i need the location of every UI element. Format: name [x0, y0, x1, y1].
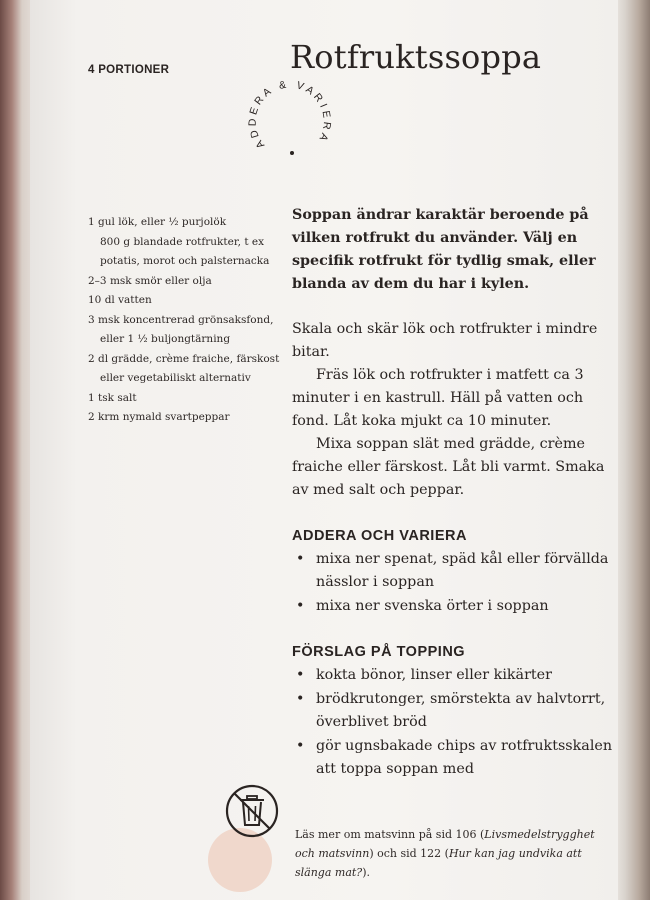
list-item: • mixa ner spenat, späd kål eller förvällda nässlor i soppan: [292, 548, 622, 594]
section-title-topping: FÖRSLAG PÅ TOPPING: [292, 644, 466, 660]
footer-ref-link[interactable]: Livsmedelstrygghet och matsvinn: [295, 828, 595, 860]
method-steps: [292, 318, 622, 502]
footer-text: Läs mer om matsvinn på sid 106 (: [295, 828, 485, 841]
list-item: • brödkrutonger, smörstekta av halvtorrt, överblivet bröd: [292, 688, 622, 734]
svg-text:ADDERA & VARIERA: [247, 78, 333, 150]
ingredient-item: 3 msk koncentrerad grönsaksfond,: [88, 313, 274, 326]
ingredient-item: 10 dl vatten: [88, 294, 152, 306]
addera-variera-stamp: [235, 60, 345, 170]
instructions-column: [292, 204, 622, 782]
recipe-page: [30, 0, 618, 900]
footer-text: ) och sid 122 (: [369, 847, 449, 860]
topping-list: [292, 664, 622, 781]
footer-note: [295, 825, 605, 882]
ingredient-item: 1 tsk salt: [88, 391, 137, 404]
ingredient-item: 2–3 msk smör eller olja: [88, 274, 212, 287]
recipe-intro: Soppan ändrar karaktär beroende på vilken rotfrukt du använder. Välj en specifik rotfrukt för tydlig smak, eller blanda av dem du har i kylen.: [292, 207, 596, 292]
ingredient-item: eller 1 ½ buljongtärning: [100, 333, 231, 345]
addera-list: [292, 548, 622, 618]
recipe-title: Rotfruktssoppa: [290, 38, 542, 76]
list-item: • mixa ner svenska örter i soppan: [292, 595, 622, 618]
ingredient-list: [88, 213, 288, 428]
stamp-text: ADDERA & VARIERA: [246, 78, 334, 151]
no-waste-bin-icon: [223, 782, 281, 840]
method-step: Skala och skär lök och rotfrukter i mindre bitar.: [292, 321, 598, 360]
section-title-addera: ADDERA OCH VARIERA: [292, 528, 467, 544]
ingredient-item: 2 krm nymald svartpeppar: [88, 411, 230, 423]
footer-text: ).: [362, 866, 371, 879]
ingredient-item: potatis, morot och palsternacka: [100, 255, 270, 267]
list-item: • gör ugnsbakade chips av rotfruktsskalen att toppa soppan med: [292, 735, 622, 781]
footer-ref-link[interactable]: Hur kan jag undvika att slänga mat?: [295, 847, 582, 879]
ingredient-item: 1 gul lök, eller ½ purjolök: [88, 216, 227, 228]
list-item: • kokta bönor, linser eller kikärter: [292, 664, 622, 687]
method-step: Fräs lök och rotfrukter i matfett ca 3 minuter i en kastrull. Häll på vatten och fond. Låt koka mjukt ca 10 minuter.: [292, 367, 584, 429]
ingredient-item: 2 dl grädde, crème fraiche, färskost: [88, 352, 280, 365]
method-step: Mixa soppan slät med grädde, crème fraiche eller färskost. Låt bli varmt. Smaka av med salt och peppar.: [292, 436, 605, 498]
portions-label: 4 PORTIONER: [88, 64, 170, 76]
ingredient-item: eller vegetabiliskt alternativ: [100, 372, 251, 384]
ingredient-item: 800 g blandade rotfrukter, t ex: [100, 235, 265, 248]
